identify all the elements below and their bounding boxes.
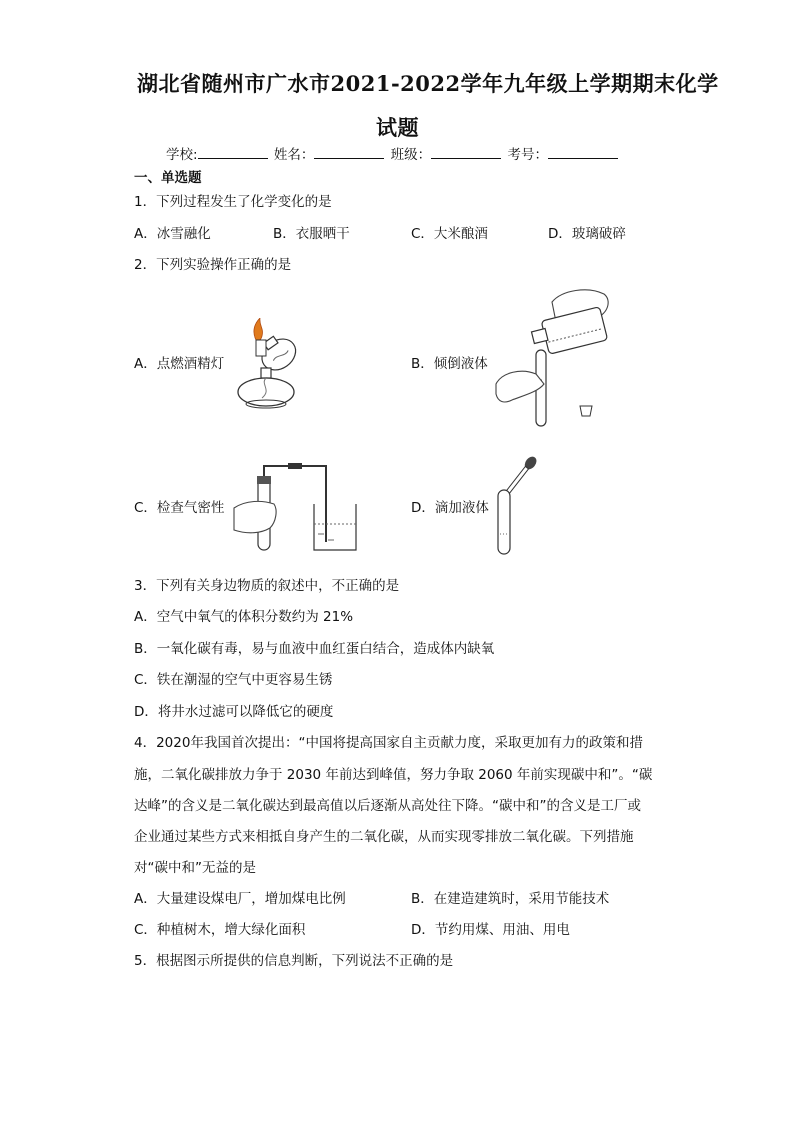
q2-option-d[interactable]: D．滴加液体 <box>411 500 489 516</box>
dropper-figure <box>492 454 542 558</box>
q4-stem-line1: 4．2020年我国首次提出：“中国将提高国家自主贡献力度，采取更加有力的政策和措 <box>134 735 643 751</box>
q5-stem: 5．根据图示所提供的信息判断，下列说法不正确的是 <box>134 953 454 969</box>
school-label: 学校: <box>166 147 198 163</box>
q3-option-c[interactable]: C．铁在潮湿的空气中更容易生锈 <box>134 672 333 688</box>
q4-option-d[interactable]: D．节约用煤、用油、用电 <box>411 922 570 938</box>
q2-option-c[interactable]: C．检查气密性 <box>134 500 225 516</box>
q2-stem: 2．下列实验操作正确的是 <box>134 257 292 273</box>
q3-option-b[interactable]: B．一氧化碳有毒，易与血液中血红蛋白结合，造成体内缺氧 <box>134 641 495 657</box>
q4-stem-line4: 企业通过某些方式来相抵自身产生的二氧化碳，从而实现零排放二氧化碳。下列措施 <box>134 829 634 845</box>
class-field[interactable] <box>431 146 501 159</box>
q1-option-b[interactable]: B．衣服晒干 <box>273 226 350 242</box>
q4-stem-line2: 施，二氧化碳排放力争于 2030 年前达到峰值，努力争取 2060 年前实现碳中和”。“碳 <box>134 767 653 783</box>
exam-no-label: 考号： <box>507 147 548 163</box>
section-heading: 一、单选题 <box>134 170 202 186</box>
name-field[interactable] <box>314 146 384 159</box>
q4-stem-line5: 对“碳中和”无益的是 <box>134 860 256 876</box>
q3-option-d[interactable]: D．将井水过滤可以降低它的硬度 <box>134 704 334 720</box>
q2-option-a[interactable]: A．点燃酒精灯 <box>134 356 225 372</box>
page-title-line2: 试题 <box>376 115 419 140</box>
q3-stem: 3．下列有关身边物质的叙述中，不正确的是 <box>134 578 400 594</box>
q1-option-d[interactable]: D．玻璃破碎 <box>548 226 626 242</box>
q2-option-b[interactable]: B．倾倒液体 <box>411 356 488 372</box>
class-label: 班级： <box>390 147 432 163</box>
name-label: 姓名： <box>273 147 315 163</box>
q4-option-a[interactable]: A．大量建设煤电厂，增加煤电比例 <box>134 891 346 907</box>
q1-option-c[interactable]: C．大米酿酒 <box>411 226 488 242</box>
q4-option-b[interactable]: B．在建造建筑时，采用节能技术 <box>411 891 610 907</box>
q4-stem-line3: 达峰”的含义是二氧化碳达到最高值以后逐渐从高处往下降。“碳中和”的含义是工厂或 <box>134 798 641 814</box>
alcohol-lamp-figure <box>226 318 306 410</box>
q3-option-a[interactable]: A．空气中氧气的体积分数约为 21% <box>134 609 354 625</box>
page-title-line1: 湖北省随州市广水市2021-2022学年九年级上学期期末化学 <box>137 71 719 96</box>
q1-stem: 1．下列过程发生了化学变化的是 <box>134 194 332 210</box>
q1-option-a[interactable]: A．冰雪融化 <box>134 226 211 242</box>
airtightness-figure <box>232 458 362 558</box>
q4-option-c[interactable]: C．种植树木，增大绿化面积 <box>134 922 306 938</box>
pouring-liquid-figure <box>492 284 622 434</box>
info-line <box>166 146 620 163</box>
exam-no-field[interactable] <box>548 146 618 159</box>
school-field[interactable] <box>198 146 268 159</box>
